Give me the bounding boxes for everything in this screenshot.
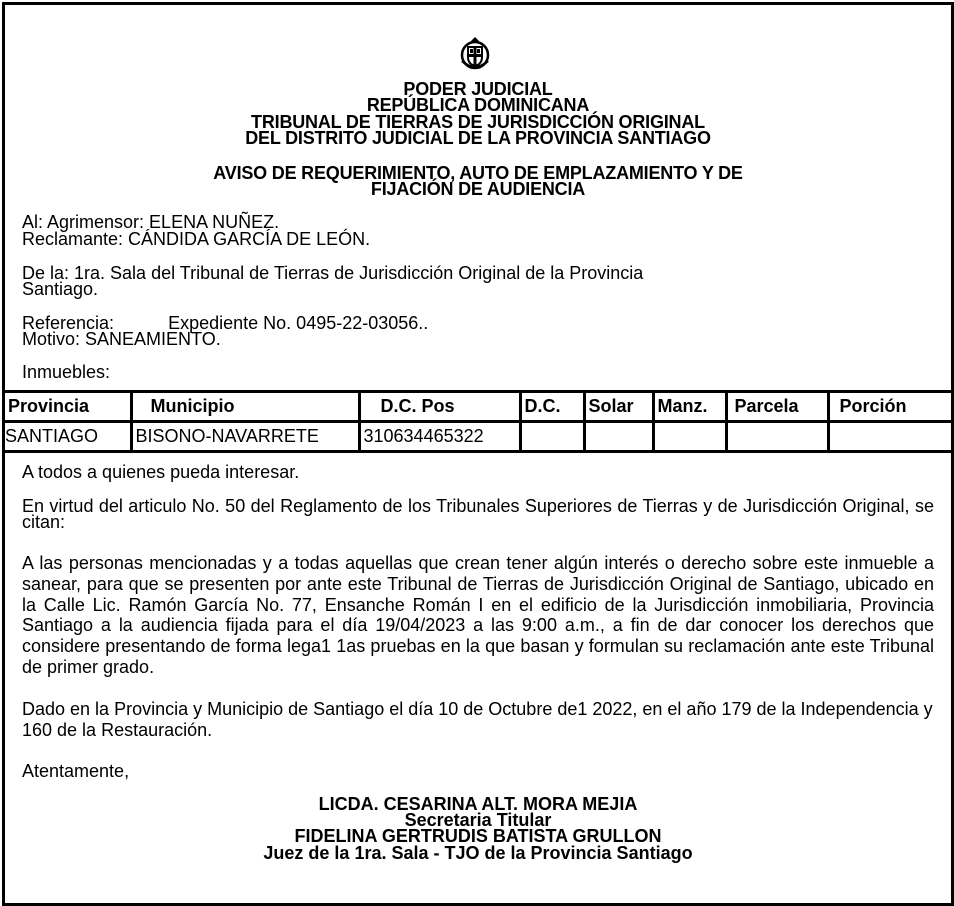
notice-title-line1: AVISO DE REQUERIMIENTO, AUTO DE EMPLAZAMIENTO Y DE: [213, 163, 743, 183]
col-header: D.C.: [520, 392, 584, 422]
notice-frame: [2, 2, 954, 906]
table-cell: 310634465322: [359, 422, 520, 452]
paragraph-greeting: A todos a quienes pueda interesar.: [22, 462, 300, 482]
header-poder-judicial: PODER JUDICIAL: [403, 79, 553, 99]
signatory-name-2: FIDELINA GERTRUDIS BATISTA GRULLON: [294, 826, 662, 846]
table-cell: SANTIAGO: [5, 422, 131, 452]
addressee-reclamante: Reclamante: CÁNDIDA GARCÍA DE LEÓN.: [22, 229, 371, 249]
notice-title-line2: FIJACIÓN DE AUDIENCIA: [370, 179, 586, 199]
inmuebles-label: Inmuebles:: [22, 362, 111, 382]
signatory-role-2: Juez de la 1ra. Sala - TJO de la Provincia Santiago: [263, 843, 693, 863]
signatory-name-1: LICDA. CESARINA ALT. MORA MEJIA: [318, 794, 638, 814]
col-header: Municipio: [131, 392, 359, 422]
table-cell: [653, 422, 726, 452]
col-header: Parcela: [726, 392, 828, 422]
table-header-row: [5, 392, 951, 422]
table-row: [5, 422, 951, 452]
paragraph-summons: A las personas mencionadas y a todas aquellas que crean tener algún interés o derecho sobre este inmueble a sanear, para que se presenten por ante este Tribunal de Tierras de Jurisdicción Original de Santiago, ubicado en la Calle Lic. Ramón García No. 77, Ensanche Román I en el edificio de la Jurisdicción inmobiliaria, Provincia Santiago a la audiencia fijada para el día 19/04/2023 a las 9:00 a.m., a fin de dar conocer los derechos que considere presentando de forma lega1 1as pruebas en la que basan y formulan su reclamación ante este Tribunal de primer grado.: [22, 553, 934, 677]
table-cell: [726, 422, 828, 452]
table-cell: [828, 422, 951, 452]
table-cell: BISONO-NAVARRETE: [131, 422, 359, 452]
header-republica: REPÚBLICA DOMINICANA: [366, 95, 590, 115]
paragraph-date: Dado en la Provincia y Municipio de Santiago el día 10 de Octubre de1 2022, en el año 179 de la Independencia y 160 de la Restauración.: [22, 699, 933, 740]
table-cell: [520, 422, 584, 452]
expediente-number: Expediente No. 0495-22-03056..: [168, 313, 429, 333]
from-line2: Santiago.: [22, 279, 99, 299]
signatory-role-1: Secretaria Titular: [404, 810, 552, 830]
col-header: Porción: [828, 392, 951, 422]
coat-of-arms-icon: [457, 35, 493, 73]
col-header: D.C. Pos: [359, 392, 520, 422]
col-header: Manz.: [653, 392, 726, 422]
motivo: Motivo: SANEAMIENTO.: [22, 329, 221, 349]
table-cell: [584, 422, 653, 452]
paragraph-legal-basis: En virtud del articulo No. 50 del Reglamento de los Tribunales Superiores de Tierras y de Jurisdicción Original, se citan:: [22, 496, 934, 532]
col-header: Solar: [584, 392, 653, 422]
property-table: [5, 390, 951, 453]
header-tribunal: TRIBUNAL DE TIERRAS DE JURISDICCIÓN ORIGINAL: [251, 112, 705, 132]
from-line1: De la: 1ra. Sala del Tribunal de Tierras de Jurisdicción Original de la Provincia: [22, 263, 644, 283]
header-distrito: DEL DISTRITO JUDICIAL DE LA PROVINCIA SANTIAGO: [245, 128, 711, 148]
closing: Atentamente,: [22, 761, 130, 781]
referencia-label: Referencia:: [22, 313, 115, 333]
addressee-agrimensor: Al: Agrimensor: ELENA NUÑEZ.: [22, 212, 280, 232]
col-header: Provincia: [5, 392, 131, 422]
